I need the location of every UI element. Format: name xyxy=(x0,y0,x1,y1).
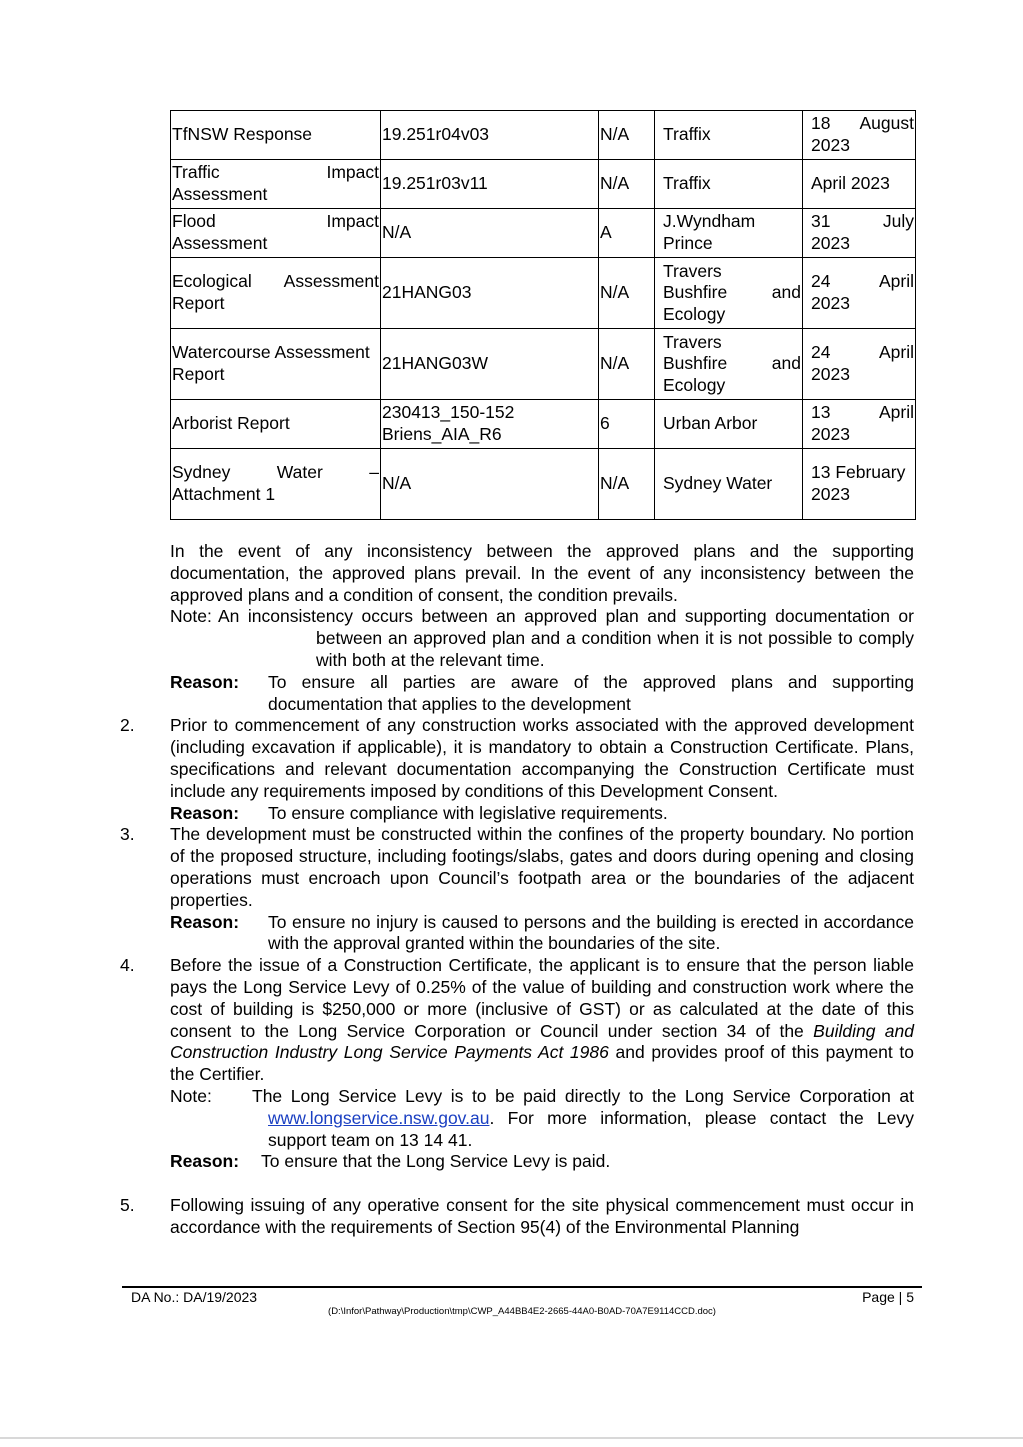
doc-ref-cell: 230413_150-152 Briens_AIA_R6 xyxy=(381,400,599,449)
doc-title-cell: TfNSW Response xyxy=(171,111,381,160)
doc-rev-cell: A xyxy=(599,209,655,258)
table-row xyxy=(171,400,916,449)
inconsistency-paragraph: In the event of any inconsistency between the approved plans and the supporting documentation, the approved plans prevail. In the event of any inconsistency between the approved plans and a condition of consent, the condition prevails. xyxy=(170,541,914,605)
doc-title-cell: Sydney Water – Attachment 1 xyxy=(171,449,381,520)
doc-rev-cell: N/A xyxy=(599,258,655,329)
doc-date-cell: 31 July 2023 xyxy=(803,209,916,258)
conditions-body xyxy=(120,541,914,1239)
table-row xyxy=(171,160,916,209)
condition-number: 2. xyxy=(120,715,135,736)
doc-ref-cell: N/A xyxy=(381,209,599,258)
condition-number: 5. xyxy=(120,1194,135,1215)
table-row xyxy=(171,209,916,258)
act-name: Building and Construction Industry Long Service Payments Act 1986 xyxy=(170,1020,914,1063)
doc-author-cell: Sydney Water xyxy=(655,449,803,520)
doc-ref-cell: 19.251r04v03 xyxy=(381,111,599,160)
doc-author-cell: Travers Bushfire and Ecology xyxy=(655,329,803,400)
note-text: An inconsistency occurs between an approved plan and supporting documentation or between an approved plan and a condition when it is not possible to comply with both at the relevant time. xyxy=(218,606,914,670)
doc-author-cell: Traffix xyxy=(655,111,803,160)
footer-page-number: Page | 5 xyxy=(862,1289,914,1305)
condition-item xyxy=(120,955,914,1173)
long-service-link[interactable]: www.longservice.nsw.gov.au xyxy=(268,1107,490,1128)
doc-ref-cell: 21HANG03W xyxy=(381,329,599,400)
doc-author-cell: Travers Bushfire and Ecology xyxy=(655,258,803,329)
plans-documents-table xyxy=(170,110,916,520)
table-row xyxy=(171,329,916,400)
reason-text: To ensure all parties are aware of the approved plans and supporting documentation that applies to the development xyxy=(268,671,914,714)
doc-author-cell: J.Wyndham Prince xyxy=(655,209,803,258)
footer-file-path: (D:\Infor\Pathway\Production\tmp\CWP_A44BB4E2-2665-44A0-B0AD-70A7E9114CCD.doc) xyxy=(328,1306,716,1317)
reason-text: To ensure that the Long Service Levy is paid. xyxy=(261,1151,611,1172)
reason-label: Reason: xyxy=(170,1151,240,1172)
doc-date-cell: 24 April 2023 xyxy=(803,258,916,329)
table-row xyxy=(171,449,916,520)
reason-text: To ensure compliance with legislative requirements. xyxy=(268,802,668,823)
doc-rev-cell: N/A xyxy=(599,449,655,520)
doc-title-cell: Arborist Report xyxy=(171,400,381,449)
condition-item xyxy=(120,824,914,955)
doc-rev-cell: 6 xyxy=(599,400,655,449)
doc-date-cell: 13 February 2023 xyxy=(803,449,916,520)
doc-date-cell: 24 April 2023 xyxy=(803,329,916,400)
footer-da-number: DA No.: DA/19/2023 xyxy=(131,1289,258,1305)
page-edge xyxy=(0,1437,1023,1439)
note-label: Note: xyxy=(170,1085,212,1106)
doc-title-cell: Watercourse Assessment Report xyxy=(171,329,381,400)
doc-title-cell: Traffic Impact Assessment xyxy=(171,160,381,209)
doc-ref-cell: 19.251r03v11 xyxy=(381,160,599,209)
condition-text: Before the issue of a Construction Certificate, the applicant is to ensure that the person liable pays the Long Service Levy of 0.25% of the value of building and construction work where the cost of building is $250,000 or more (inclusive of GST) or as calculated at the date of this consent to the Long Service Corporation or Council under section 34 of the Building and Construction Industry Long Service Payments Act 1986 and provides proof of this payment to the Certifier. xyxy=(170,955,914,1085)
clause1-note xyxy=(170,606,914,671)
condition-item xyxy=(120,1195,914,1239)
doc-rev-cell: N/A xyxy=(599,329,655,400)
condition-text: The development must be constructed within the confines of the property boundary. No portion of the proposed structure, including footings/slabs, gates and doors during opening and closing operations must encroach upon Council’s footpath area or the boundaries of the adjacent properties. xyxy=(170,824,914,910)
reason-text: To ensure no injury is caused to persons and the building is erected in accordance with the approval granted within the boundaries of the site. xyxy=(268,911,914,954)
doc-ref-cell: N/A xyxy=(381,449,599,520)
reason-label: Reason: xyxy=(170,671,240,692)
condition-text: Prior to commencement of any construction works associated with the approved development (including excavation if applicable), it is mandatory to obtain a Construction Certificate. Plans, specifications and relevant documentation accompanying the Construction Certificate must include any requirements imposed by conditions of this Development Consent. xyxy=(170,715,914,801)
reason-label: Reason: xyxy=(170,802,240,823)
condition-text: Following issuing of any operative consent for the site physical commencement must occur in accordance with the requirements of Section 95(4) of the Environmental Planning xyxy=(170,1194,914,1237)
note-text: The Long Service Levy is to be paid directly to the Long Service Corporation at www.longservice.nsw.gov.au. For more information, please contact the Levy support team on 13 14 41. xyxy=(252,1085,914,1150)
doc-date-cell: 18 August 2023 xyxy=(803,111,916,160)
doc-rev-cell: N/A xyxy=(599,111,655,160)
reason-label: Reason: xyxy=(170,911,240,932)
condition-item xyxy=(120,715,914,824)
doc-rev-cell: N/A xyxy=(599,160,655,209)
condition-number: 3. xyxy=(120,824,135,845)
table-row xyxy=(171,258,916,329)
table-row xyxy=(171,111,916,160)
clause1-reason xyxy=(170,672,914,716)
doc-ref-cell: 21HANG03 xyxy=(381,258,599,329)
footer-rule xyxy=(122,1286,922,1288)
condition-number: 4. xyxy=(120,955,135,976)
doc-title-cell: Flood Impact Assessment xyxy=(171,209,381,258)
note-label: Note: xyxy=(170,606,212,627)
doc-author-cell: Traffix xyxy=(655,160,803,209)
doc-date-cell: April 2023 xyxy=(803,160,916,209)
doc-title-cell: Ecological Assessment Report xyxy=(171,258,381,329)
doc-date-cell: 13 April 2023 xyxy=(803,400,916,449)
doc-author-cell: Urban Arbor xyxy=(655,400,803,449)
